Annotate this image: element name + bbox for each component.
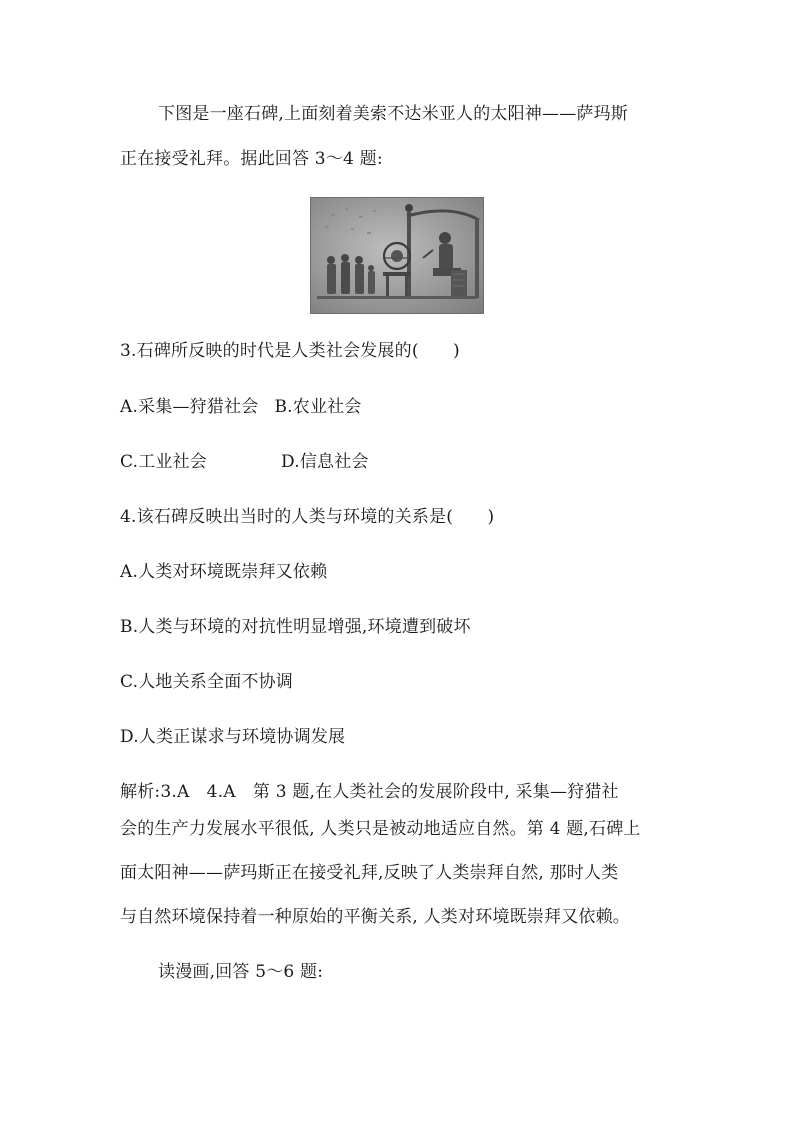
q3-option-a: A.采集—狩猎社会	[120, 397, 259, 417]
intro-line-2: 正在接受礼拜。据此回答 3～4 题:	[120, 149, 383, 169]
q3-options-row-2	[120, 451, 369, 473]
q4-option-c: C.人地关系全面不协调	[120, 672, 294, 692]
analysis-line-4: 与自然环境保持着一种原始的平衡关系, 人类对环境既崇拜又依赖。	[120, 907, 631, 927]
q4-option-a: A.人类对环境既崇拜又依赖	[120, 562, 328, 582]
q3-option-c: C.工业社会	[120, 452, 208, 472]
analysis-line-1: 解析:3.A 4.A 第 3 题,在人类社会的发展阶段中, 采集—狩猎社	[120, 782, 619, 802]
stone-stele-relief-image	[311, 198, 483, 313]
q4-option-d: D.人类正谋求与环境协调发展	[120, 727, 346, 747]
q3-options-row-1	[120, 396, 362, 418]
q4-stem: 4.该石碑反映出当时的人类与环境的关系是( )	[120, 507, 495, 527]
q3-option-d: D.信息社会	[281, 452, 369, 472]
q3-option-b: B.农业社会	[274, 397, 362, 417]
q3-stem: 3.石碑所反映的时代是人类社会发展的( )	[120, 341, 460, 361]
analysis-line-2: 会的生产力发展水平很低, 人类只是被动地适应自然。第 4 题,石碑上	[120, 819, 641, 839]
next-prompt: 读漫画,回答 5～6 题:	[158, 962, 324, 982]
stone-stele-figure	[310, 197, 484, 314]
q4-option-b: B.人类与环境的对抗性明显增强,环境遭到破坏	[120, 617, 471, 637]
analysis-line-3: 面太阳神——萨玛斯正在接受礼拜,反映了人类崇拜自然, 那时人类	[120, 863, 619, 883]
intro-line-1: 下图是一座石碑,上面刻着美索不达米亚人的太阳神——萨玛斯	[158, 104, 629, 124]
